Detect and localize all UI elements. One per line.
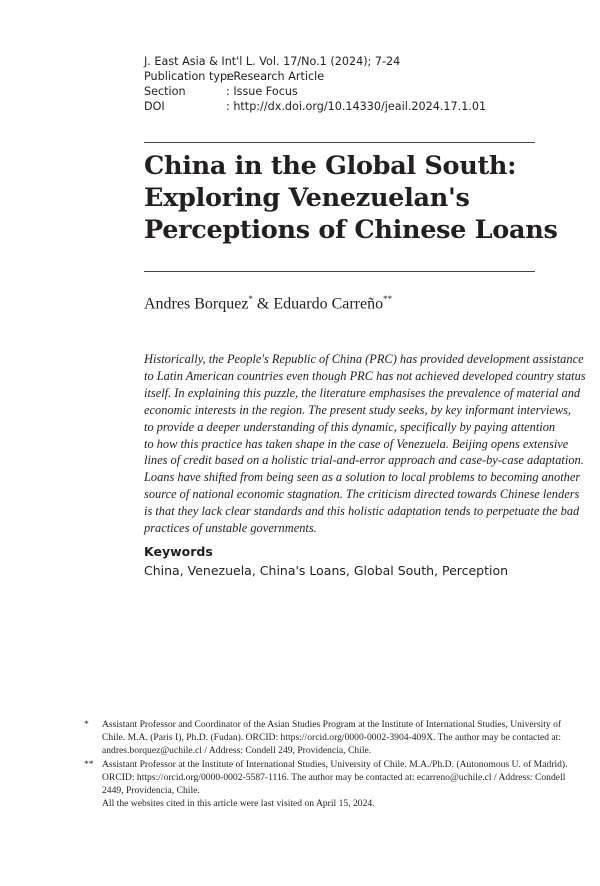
footnote-2-line: Assistant Professor at the Institute of International Studies, University of Chile. M.A./Ph.D. (Autonomous U. of Madrid). (102, 758, 568, 770)
author-list (144, 294, 392, 313)
footnote-2 (84, 758, 568, 798)
footnotes (84, 718, 568, 810)
abstract-line: practices of unstable governments. (144, 521, 317, 536)
abstract-line: to provide a deeper understanding of this dynamic, specifically by paying attention (144, 419, 556, 434)
author-1-footnote-mark[interactable]: * (248, 294, 253, 304)
article-title (144, 150, 564, 246)
footnote-2-text (102, 758, 568, 798)
author-separator: & (252, 295, 274, 313)
keywords-heading: Keywords (144, 544, 213, 559)
footnote-2-line: ORCID: https://orcid.org/0000-0002-5587-1116. The author may be contacted at: ecarreno@uchile.cl / Address: Condell (102, 771, 566, 783)
section-value: : Issue Focus (226, 85, 298, 98)
abstract-line: economic interests in the region. The present study seeks, by key informant interviews, (144, 402, 572, 417)
abstract-line: Loans have shifted from being seen as a solution to local problems to becoming another (144, 470, 581, 485)
abstract-line: source of national economic stagnation. The criticism directed towards Chinese lenders (144, 487, 580, 502)
title-line-2: Exploring Venezuelan's (144, 183, 470, 213)
title-top-rule (144, 142, 535, 143)
footnote-1-text (102, 718, 561, 758)
title-bottom-rule (144, 271, 535, 272)
abstract-line: itself. In explaining this puzzle, the literature emphasises the prevalence of material and (144, 385, 581, 400)
footnote-1-line: Chile. M.A. (Paris I), Ph.D. (Fudan). ORCID: https://orcid.org/0000-0002-3904-409X. The author may be contacted at: (102, 732, 562, 744)
abstract-line: lines of credit based on a holistic trial-and-error approach and case-by-case adaptation. (144, 453, 584, 468)
abstract-line: to how this practice has taken shape in the case of Venezuela. Beijing opens extensive (144, 436, 569, 451)
footnote-2-mark: ** (84, 758, 94, 770)
doi-row (144, 99, 486, 114)
journal-citation (144, 54, 486, 69)
title-line-1: China in the Global South: (144, 151, 517, 181)
websites-visited-note: All the websites cited in this article were last visited on April 15, 2024. (102, 798, 375, 810)
journal-citation-text: J. East Asia & Int'l L. Vol. 17/No.1 (2024); 7-24 (144, 55, 401, 68)
doi-link[interactable]: : http://dx.doi.org/10.14330/jeail.2024.17.1.01 (226, 100, 487, 113)
footnote-1-line: andres.borquez@uchile.cl / Address: Condell 249, Providencia, Chile. (102, 745, 372, 757)
keywords-list: China, Venezuela, China's Loans, Global South, Perception (144, 563, 509, 578)
article-metadata (144, 54, 486, 114)
abstract (144, 351, 586, 537)
author-2-name: Eduardo Carreño (273, 295, 384, 313)
footnote-2-line: 2449, Providencia, Chile. (102, 785, 200, 797)
doi-label: DOI (144, 100, 165, 113)
abstract-line: Historically, the People's Republic of China (PRC) has provided development assistance (144, 352, 584, 366)
publication-type-row (144, 69, 486, 84)
title-line-3: Perceptions of Chinese Loans (144, 215, 558, 245)
author-2-footnote-mark[interactable]: ** (383, 294, 393, 304)
abstract-line: to Latin American countries even though PRC has not achieved developed country status (144, 368, 586, 383)
section-row (144, 84, 486, 99)
footnote-1-mark: * (84, 719, 89, 730)
footnote-1 (84, 718, 562, 758)
footnote-1-line: Assistant Professor and Coordinator of the Asian Studies Program at the Institute of International Studies, University of (102, 719, 562, 730)
author-1-name: Andres Borquez (144, 295, 249, 313)
publication-type-label: Publication type (144, 70, 234, 83)
abstract-line: is that they lack clear standards and this holistic adaptation tends to perpetuate the bad (144, 504, 580, 519)
section-label: Section (144, 85, 186, 98)
publication-type-value: : Research Article (226, 70, 325, 83)
